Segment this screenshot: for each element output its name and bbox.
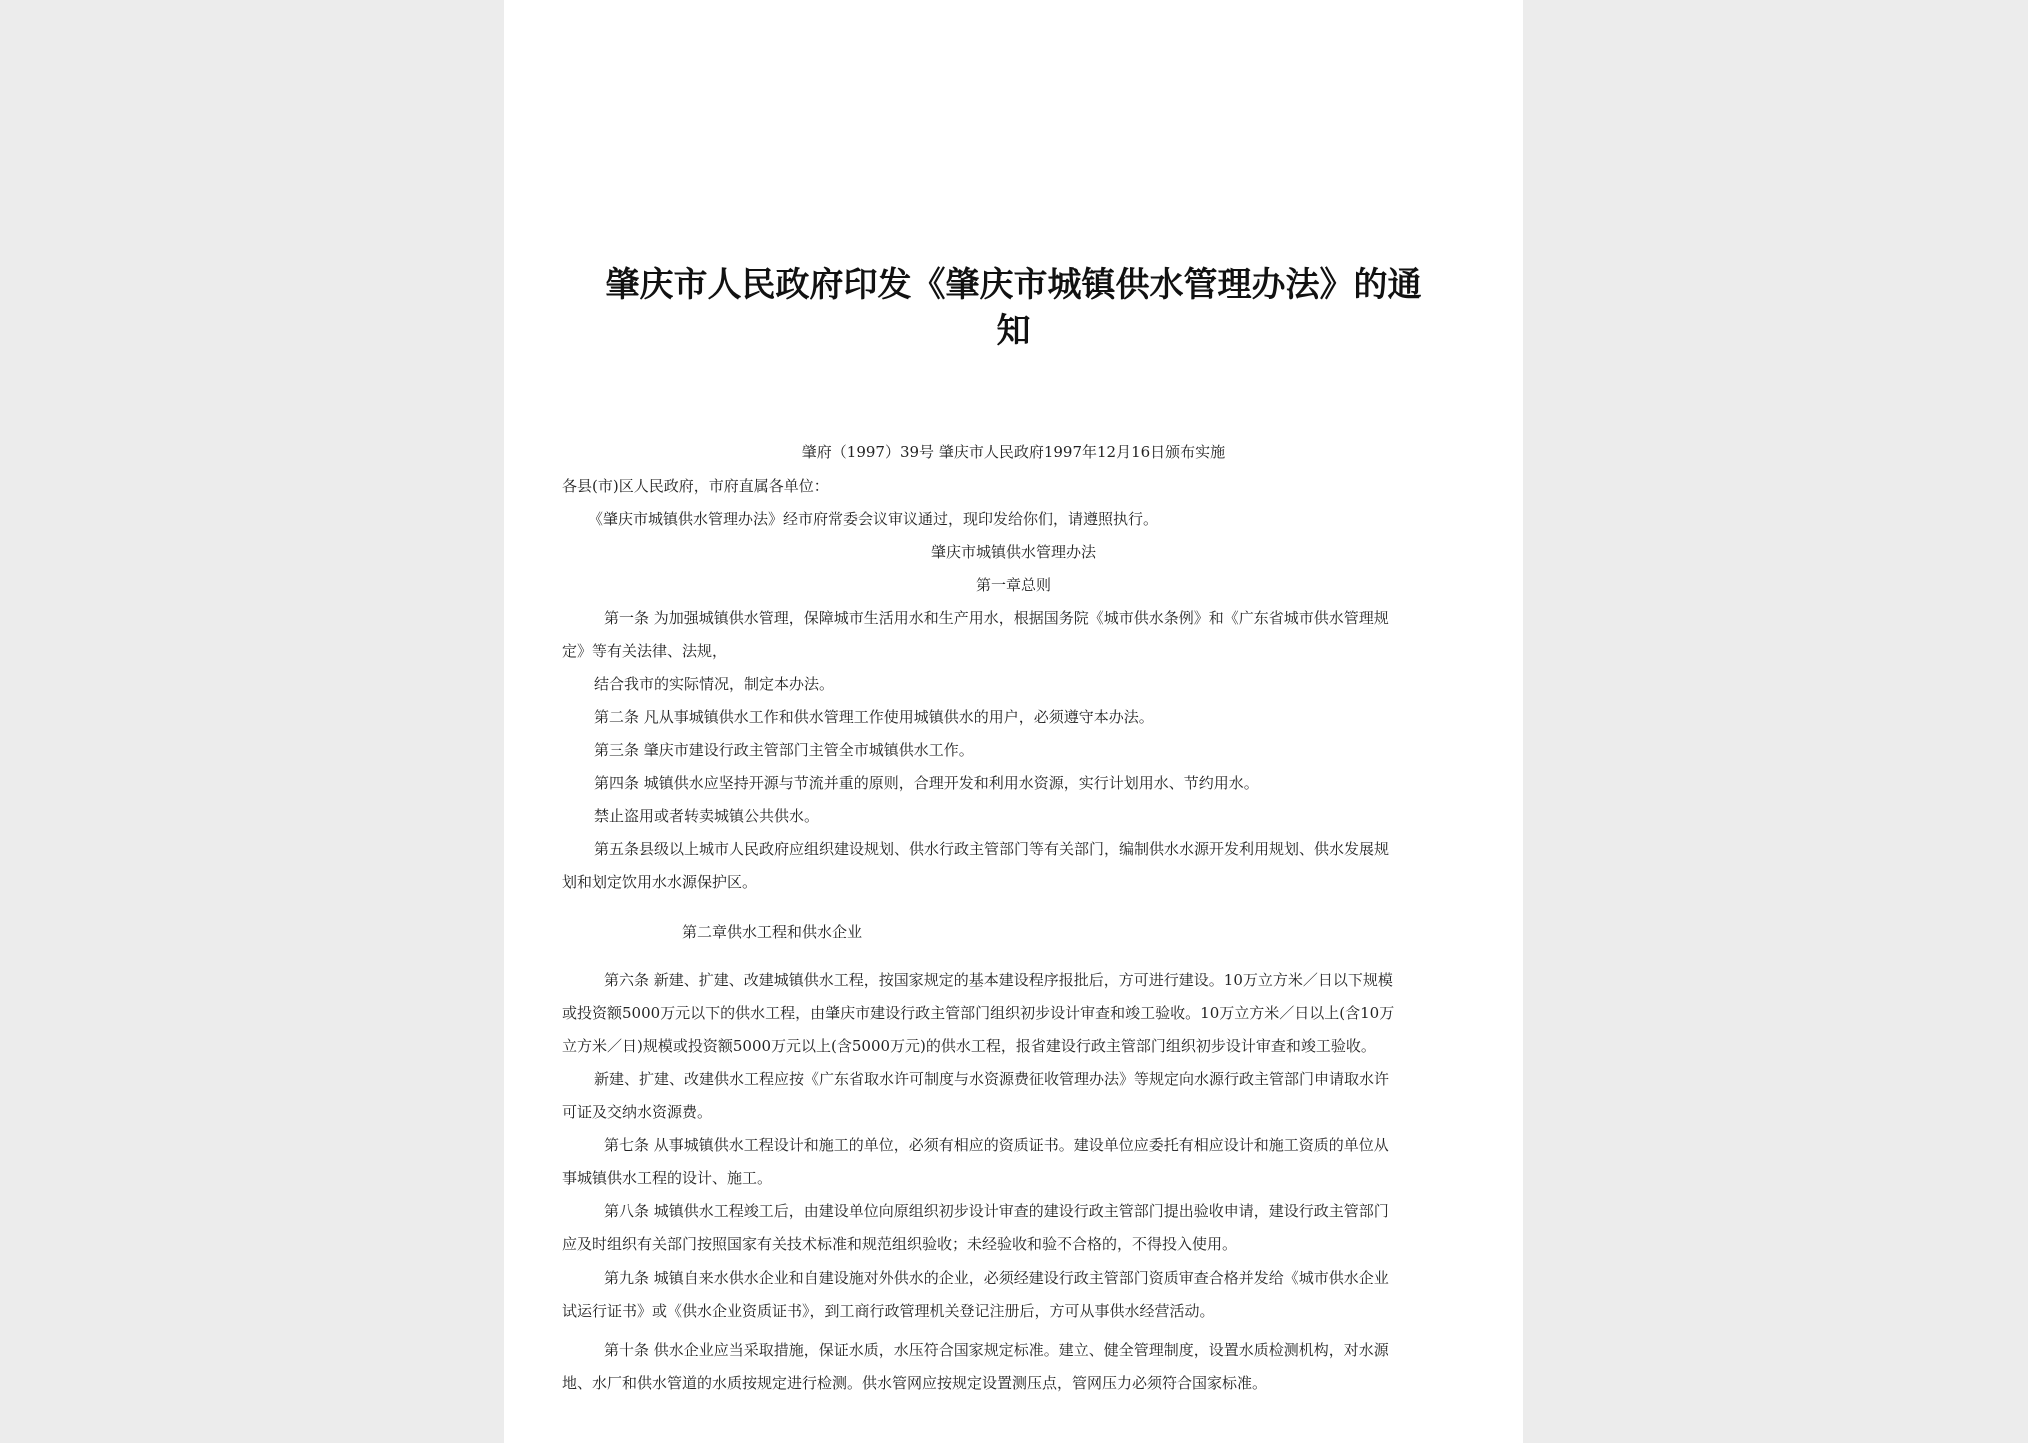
- article-10-line-2: 地、水厂和供水管道的水质按规定进行检测。供水管网应按规定设置测压点，管网压力必须符合国家标准。: [562, 1374, 1268, 1392]
- article-6-line-3: 立方米／日)规模或投资额5000万元以上(含5000万元)的供水工程，报省建设行政主管部门组织初步设计审查和竣工验收。: [562, 1037, 1376, 1055]
- article-1-line-1: 第一条 为加强城镇供水管理，保障城市生活用水和生产用水，根据国务院《城市供水条例》和《广东省城市供水管理规: [604, 609, 1389, 627]
- article-5-line-1: 第五条县级以上城市人民政府应组织建设规划、供水行政主管部门等有关部门，编制供水水源开发利用规划、供水发展规: [594, 840, 1390, 858]
- chapter-2-heading: 第二章供水工程和供水企业: [682, 923, 863, 941]
- document-page: [504, 0, 1523, 1443]
- article-3: 第三条 肇庆市建设行政主管部门主管全市城镇供水工作。: [594, 741, 974, 759]
- article-6-line-1: 第六条 新建、扩建、改建城镇供水工程，按国家规定的基本建设程序报批后，方可进行建设。10万立方米／日以下规模: [604, 971, 1393, 989]
- chapter-1-heading: 第一章总则: [975, 576, 1051, 594]
- article-8-line-2: 应及时组织有关部门按照国家有关技术标准和规范组织验收；未经验收和验不合格的，不得投入使用。: [562, 1235, 1238, 1253]
- article-6-clause-b-line-2: 可证及交纳水资源费。: [562, 1103, 713, 1121]
- article-10-line-1: 第十条 供水企业应当采取措施，保证水质，水压符合国家规定标准。建立、健全管理制度，设置水质检测机构，对水源: [604, 1341, 1389, 1359]
- title-line-1: 肇庆市人民政府印发《肇庆市城镇供水管理办法》的通: [605, 265, 1422, 305]
- article-4: 第四条 城镇供水应坚持开源与节流并重的原则，合理开发和利用水资源，实行计划用水、节约用水。: [594, 774, 1259, 792]
- measures-title: 肇庆市城镇供水管理办法: [930, 543, 1096, 561]
- article-1-line-2: 定》等有关法律、法规，: [562, 642, 728, 660]
- article-6-line-2: 或投资额5000万元以下的供水工程，由肇庆市建设行政主管部门组织初步设计审查和竣工验收。10万立方米／日以上(含10万: [562, 1004, 1395, 1022]
- article-1-line-3: 结合我市的实际情况，制定本办法。: [594, 675, 835, 693]
- article-6-clause-b-line-1: 新建、扩建、改建供水工程应按《广东省取水许可制度与水资源费征收管理办法》等规定向水源行政主管部门申请取水许: [594, 1070, 1390, 1088]
- article-9-line-2: 试运行证书》或《供水企业资质证书》，到工商行政管理机关登记注册后，方可从事供水经营活动。: [562, 1302, 1215, 1320]
- doc-reference: 肇府（1997）39号 肇庆市人民政府1997年12月16日颁布实施: [801, 443, 1226, 461]
- title-line-2: 知: [996, 311, 1031, 351]
- article-9-line-1: 第九条 城镇自来水供水企业和自建设施对外供水的企业，必须经建设行政主管部门资质审查合格并发给《城市供水企业: [604, 1269, 1389, 1287]
- article-8-line-1: 第八条 城镇供水工程竣工后，由建设单位向原组织初步设计审查的建设行政主管部门提出验收申请，建设行政主管部门: [604, 1202, 1389, 1220]
- article-5-line-2: 划和划定饮用水水源保护区。: [562, 873, 758, 891]
- article-4-clause-b: 禁止盗用或者转卖城镇公共供水。: [594, 807, 820, 825]
- article-7-line-1: 第七条 从事城镇供水工程设计和施工的单位，必须有相应的资质证书。建设单位应委托有相应设计和施工资质的单位从: [604, 1136, 1389, 1154]
- article-2: 第二条 凡从事城镇供水工作和供水管理工作使用城镇供水的用户，必须遵守本办法。: [594, 708, 1154, 726]
- article-7-line-2: 事城镇供水工程的设计、施工。: [562, 1169, 773, 1187]
- addressee: 各县(市)区人民政府，市府直属各单位：: [562, 477, 829, 495]
- intro-paragraph: 《肇庆市城镇供水管理办法》经市府常委会议审议通过，现印发给你们，请遵照执行。: [588, 510, 1159, 528]
- document-title: [544, 262, 1483, 354]
